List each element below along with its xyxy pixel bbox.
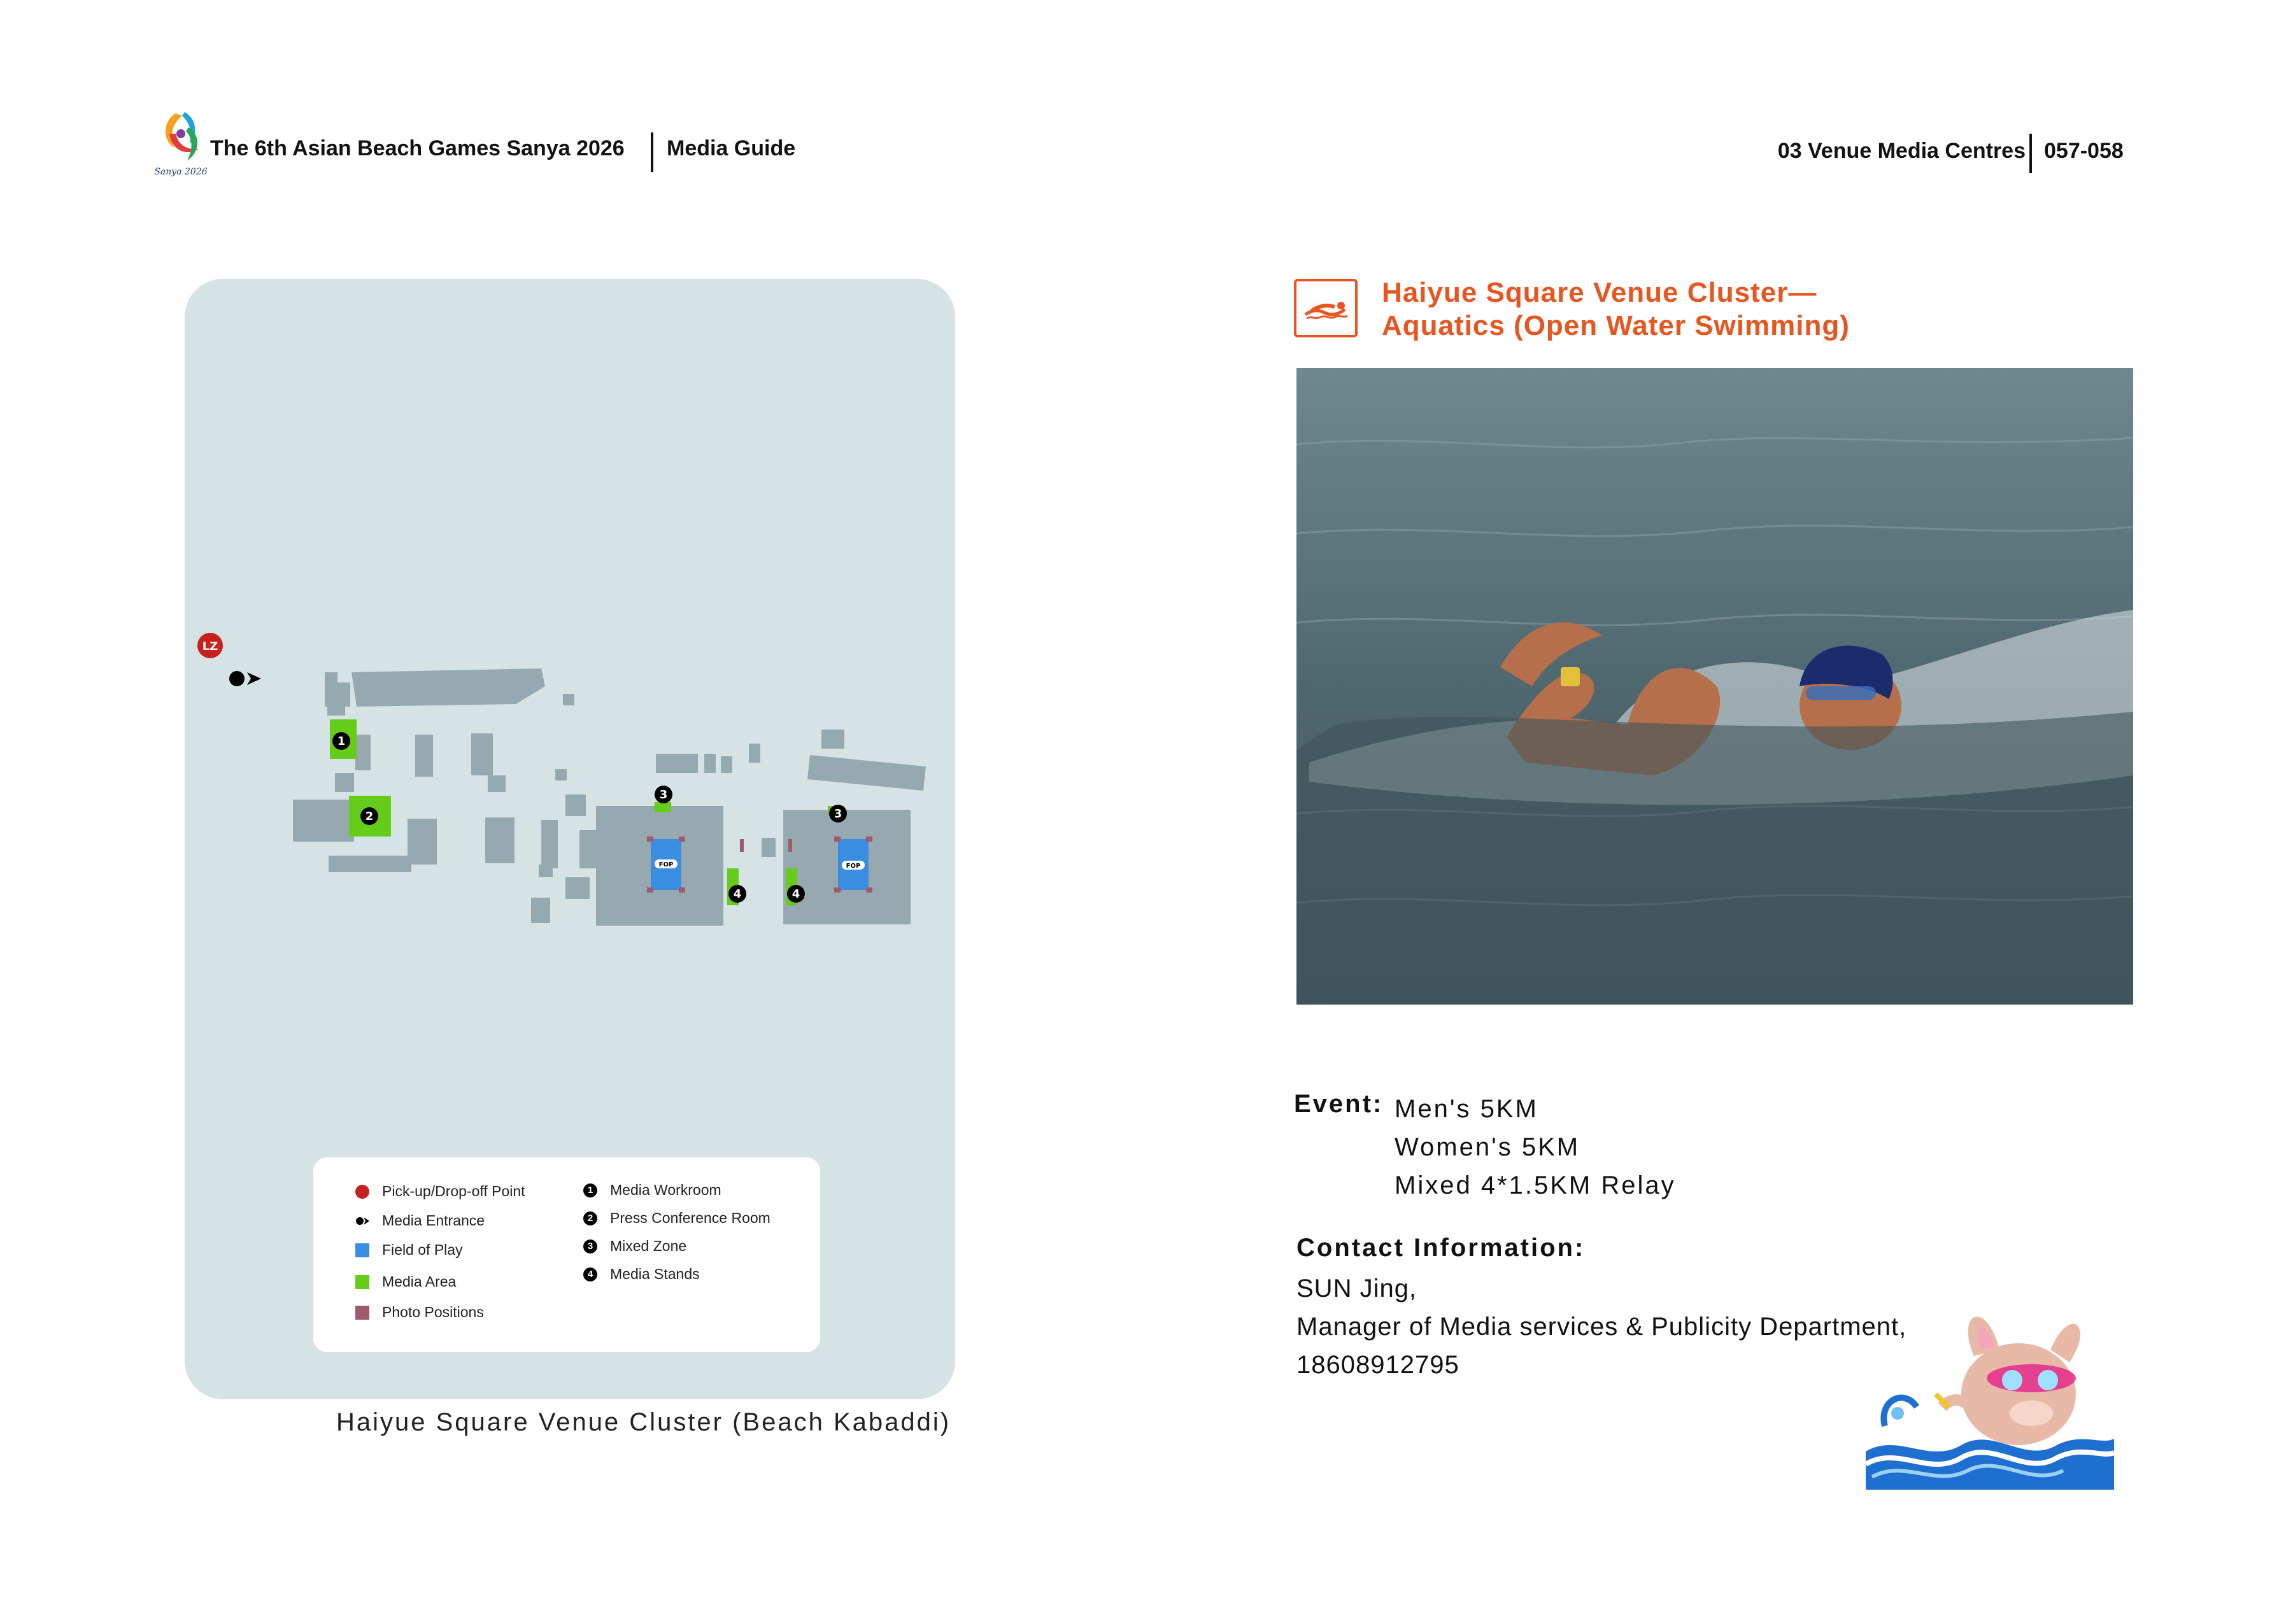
svg-text:FOP: FOP	[846, 863, 861, 870]
svg-text:FOP: FOP	[658, 861, 674, 868]
section-label: 03 Venue Media Centres	[1777, 139, 2026, 163]
number-marker-icon: 4	[583, 1267, 597, 1282]
event-item: Mixed 4*1.5KM Relay	[1395, 1171, 1676, 1199]
legend-item: Photo Positions	[355, 1304, 484, 1321]
header-divider	[651, 132, 653, 172]
map-caption: Haiyue Square Venue Cluster (Beach Kabaddi)	[336, 1408, 951, 1436]
mauve-square-icon	[355, 1306, 369, 1320]
svg-text:4: 4	[792, 887, 800, 901]
venue-title-line: Aquatics (Open Water Swimming)	[1382, 310, 1850, 341]
contact-phone[interactable]: 18608912795	[1296, 1351, 1459, 1379]
svg-text:4: 4	[733, 887, 742, 901]
page-range: 057-058	[2044, 139, 2124, 163]
contact-name: SUN Jing,	[1296, 1274, 1417, 1303]
mascot-illustration	[1859, 1286, 2114, 1490]
svg-text:LZ: LZ	[202, 640, 218, 653]
svg-text:2: 2	[365, 810, 374, 823]
lz-marker	[195, 632, 284, 695]
header-divider	[2029, 134, 2032, 173]
lz-marker-icon	[355, 1185, 369, 1199]
number-marker-icon: 1	[583, 1183, 597, 1197]
venue-title-line: Haiyue Square Venue Cluster—	[1382, 277, 1817, 308]
media-entrance-icon	[355, 1214, 369, 1228]
contact-details	[1296, 1269, 1906, 1384]
green-square-icon	[355, 1275, 369, 1289]
contact-title: Manager of Media services & Publicity Department,	[1296, 1313, 1907, 1341]
event-item: Women's 5KM	[1395, 1133, 1580, 1161]
legend-item: Field of Play	[355, 1241, 463, 1259]
guide-label: Media Guide	[667, 136, 796, 160]
legend-item: Pick-up/Drop-off Point	[355, 1183, 525, 1200]
venue-title	[1382, 276, 1850, 342]
svg-text:3: 3	[659, 788, 668, 801]
svg-text:Sanya 2026: Sanya 2026	[154, 167, 208, 177]
media-entrance-icon	[229, 671, 245, 686]
event-item: Men's 5KM	[1395, 1095, 1538, 1123]
asian-beach-games-logo	[150, 108, 211, 178]
legend-item: 2 Press Conference Room	[583, 1210, 770, 1227]
svg-text:3: 3	[834, 807, 842, 821]
svg-text:1: 1	[337, 735, 346, 748]
number-marker-icon: 3	[583, 1239, 597, 1253]
contact-label: Contact Information:	[1296, 1234, 1586, 1262]
swimming-icon	[1294, 279, 1358, 337]
legend-item: Media Area	[355, 1273, 456, 1290]
blue-square-icon	[355, 1243, 369, 1257]
event-label: Event:	[1294, 1090, 1384, 1118]
number-marker-icon: 2	[583, 1211, 597, 1225]
legend-item: 1 Media Workroom	[583, 1182, 721, 1199]
legend-item: 4 Media Stands	[583, 1266, 700, 1283]
legend-item: 3 Mixed Zone	[583, 1238, 686, 1255]
event-list	[1395, 1090, 1676, 1204]
games-title: The 6th Asian Beach Games Sanya 2026	[210, 136, 625, 160]
legend-item: Media Entrance	[355, 1212, 485, 1229]
swimmer-photo	[1296, 368, 2133, 1005]
map-legend	[313, 1157, 820, 1352]
